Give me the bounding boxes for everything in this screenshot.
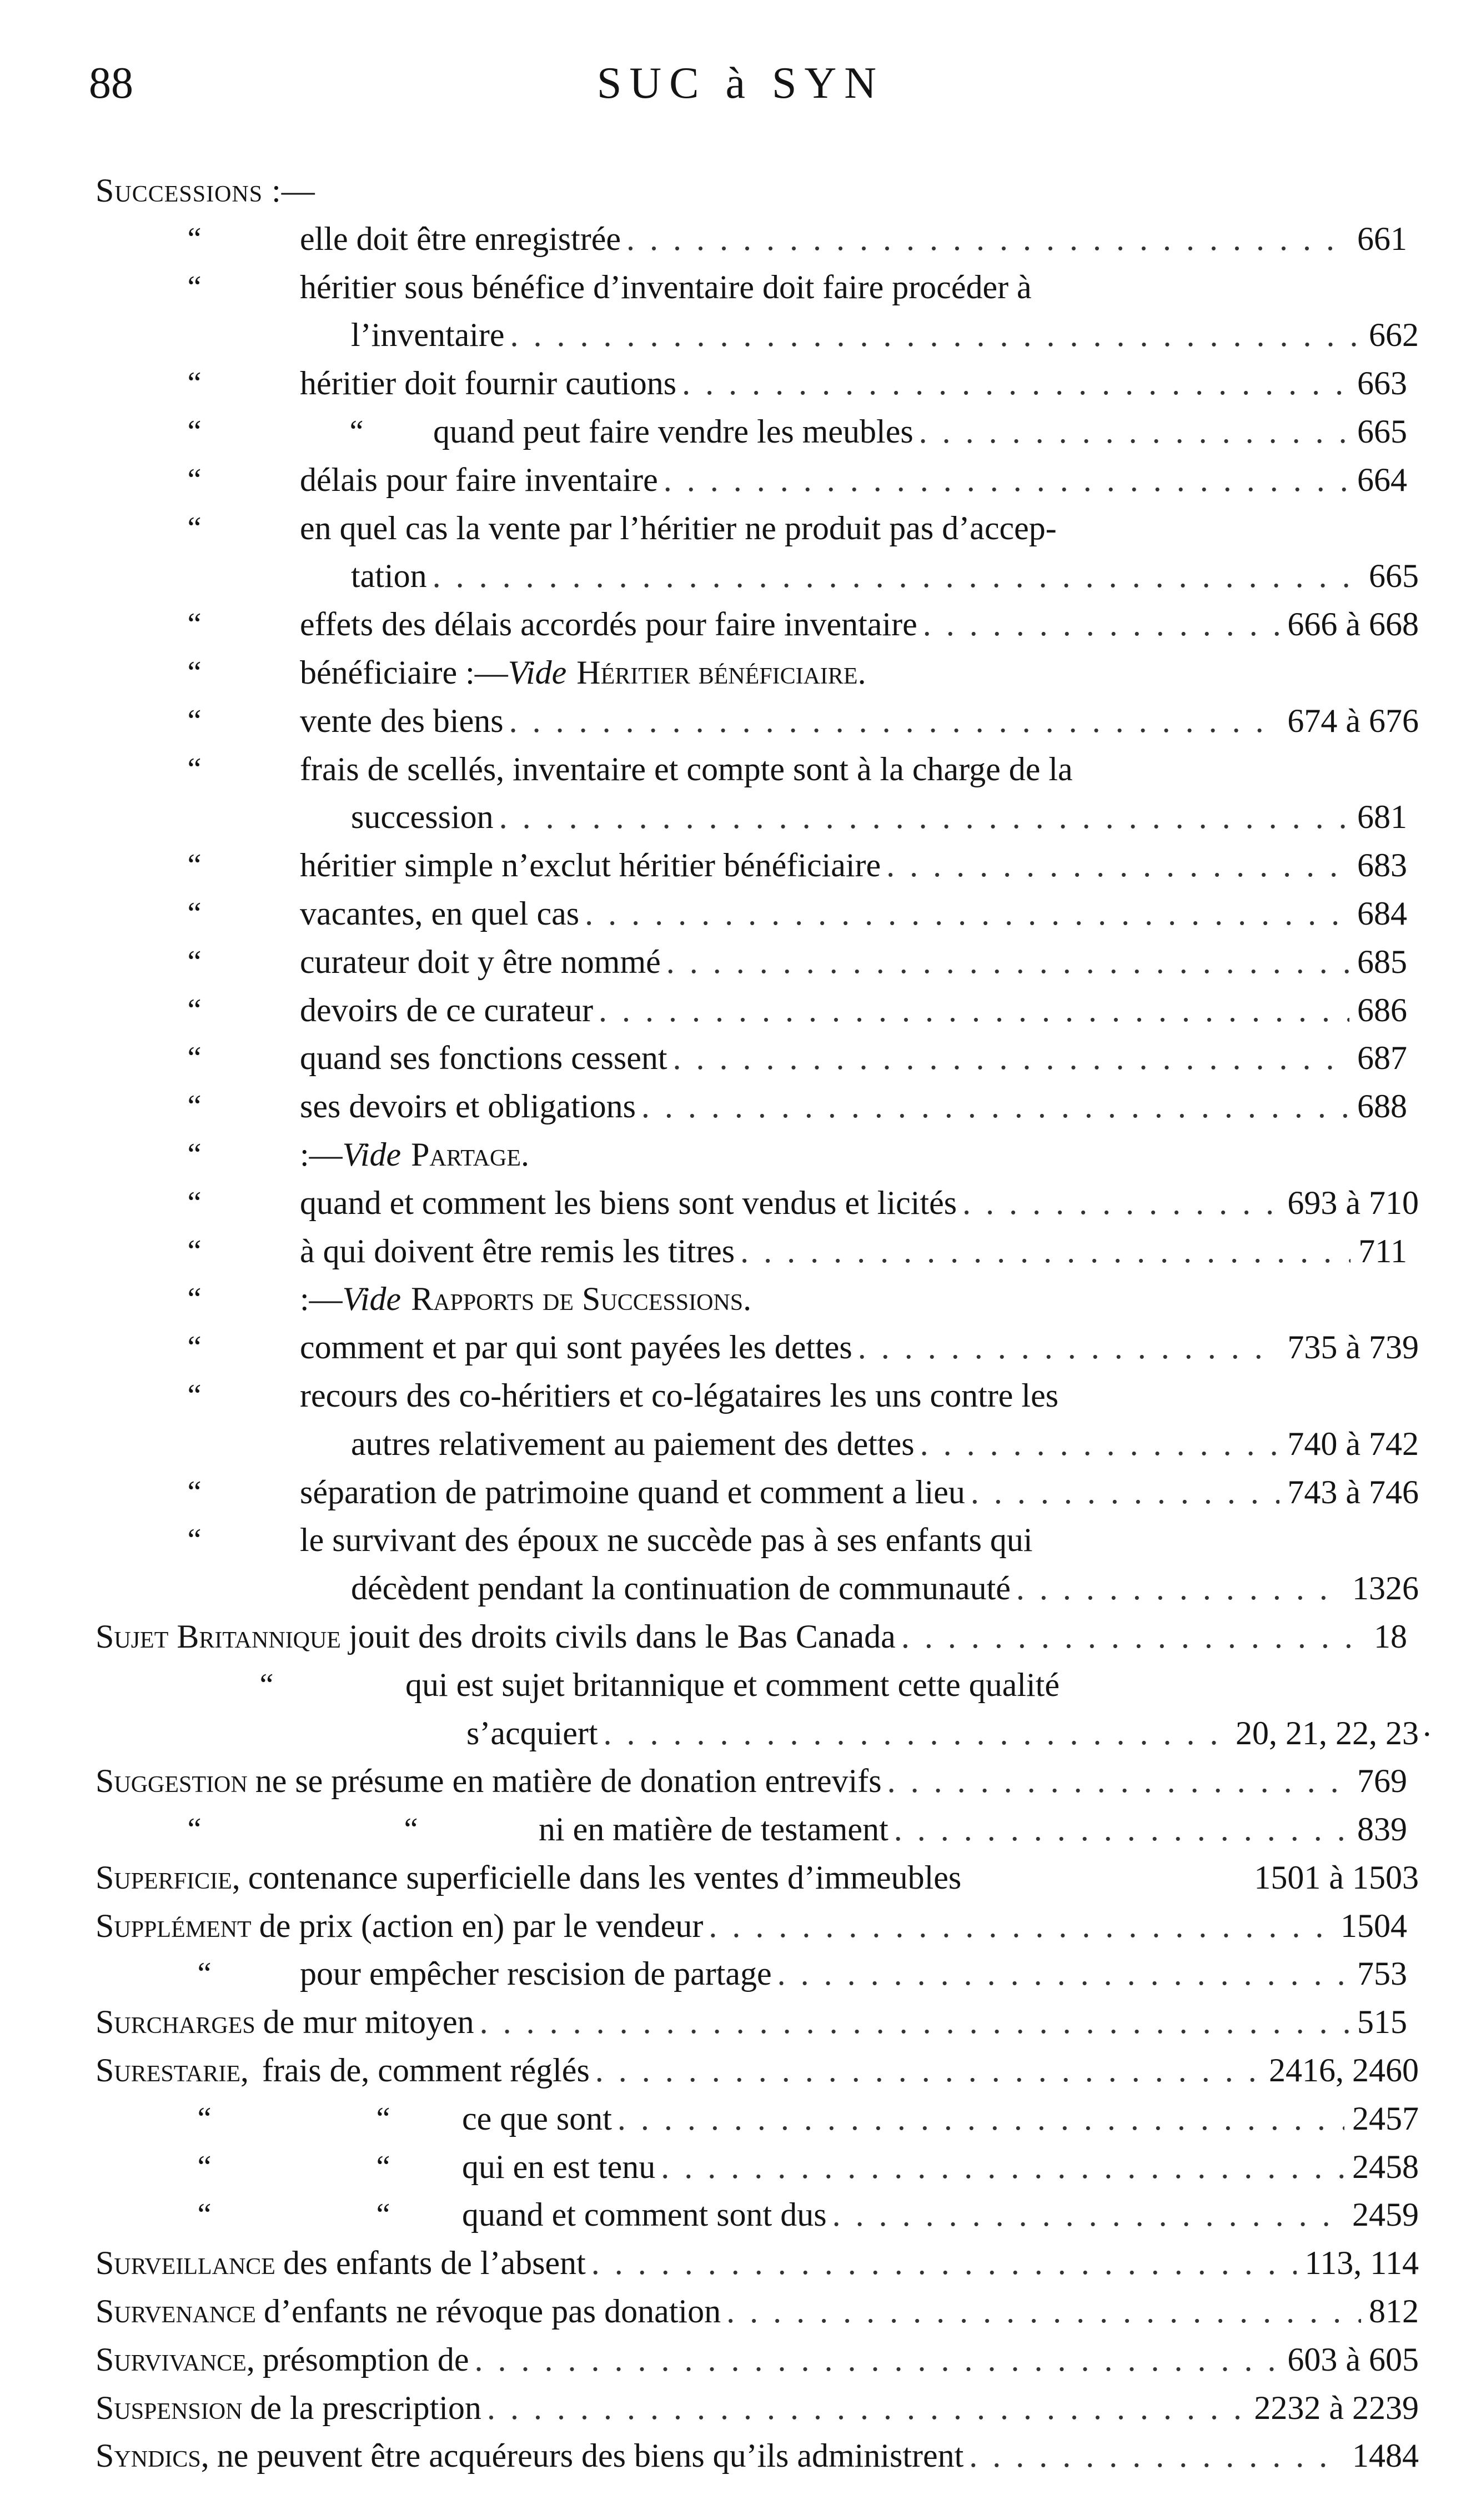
dot-leader [579, 890, 1349, 938]
entry-text: de mur mitoyen [263, 2004, 474, 2041]
entry-reference: 684 [1357, 895, 1407, 932]
ditto-mark: “ [187, 1185, 202, 1220]
dot-leader [636, 1082, 1349, 1131]
entry-text: :— [300, 1281, 343, 1318]
index-entry [0, 841, 1481, 890]
index-entry [0, 2432, 1481, 2480]
entry-text: frais de, comment réglés [262, 2052, 590, 2089]
ditto-mark: “ [197, 2149, 212, 2184]
index-entry [0, 1950, 1481, 1998]
dot-leader [494, 793, 1349, 841]
index-entry [0, 1854, 1481, 1902]
entry-text: de prix (action en) par le vendeur [259, 1907, 704, 1944]
dot-leader [896, 1613, 1366, 1661]
entry-continuation: tation [351, 558, 427, 595]
ditto-mark: “ [187, 703, 202, 738]
entry-heading: Suggestion [96, 1763, 248, 1800]
ditto-mark: “ [187, 848, 202, 883]
entry-text: ne se présume en matière de donation entrevifs [255, 1763, 882, 1800]
dot-leader [655, 2143, 1344, 2191]
cross-reference: Héritier bénéficiaire. [576, 654, 866, 691]
index-entry [0, 2336, 1481, 2384]
entry-text: ni en matière de testament [539, 1811, 888, 1848]
entry-reference: 20, 21, 22, 23 [1236, 1714, 1419, 1751]
ditto-mark: “ [376, 2149, 390, 2184]
index-entry [0, 1372, 1481, 1468]
index-entry [0, 1179, 1481, 1227]
ditto-mark: “ [376, 2197, 390, 2232]
index-entry [0, 2191, 1481, 2239]
ditto-mark: “ [187, 1282, 202, 1317]
entry-reference: 2457 [1352, 2100, 1419, 2137]
dot-leader [612, 2095, 1344, 2143]
ditto-mark: “ [404, 1812, 418, 1847]
index-entry [0, 697, 1481, 745]
dot-leader [772, 1950, 1349, 1998]
ditto-mark: “ [187, 992, 202, 1027]
dot-leader [504, 697, 1280, 745]
entry-text: frais de scellés, inventaire et compte sont à la charge de la [300, 750, 1073, 787]
ditto-mark: “ [187, 1474, 202, 1509]
ditto-mark: “ [187, 1378, 202, 1413]
dot-leader [590, 2046, 1261, 2095]
ditto-mark: “ [187, 269, 202, 304]
entry-reference: 663 [1357, 365, 1407, 402]
ditto-mark: “ [187, 462, 202, 497]
entry-text: héritier doit fournir cautions [300, 365, 677, 402]
section-heading-row [0, 167, 1481, 215]
entry-heading: Survivance, [96, 2341, 255, 2378]
dot-leader [474, 1998, 1349, 2046]
dot-leader [852, 1323, 1280, 1372]
index-entry [0, 2287, 1481, 2336]
ditto-mark: “ [197, 1956, 212, 1991]
dot-leader [676, 359, 1349, 408]
index-entry [0, 2239, 1481, 2287]
entry-text: à qui doivent être remis les titres [300, 1232, 735, 1269]
entry-reference: 769 [1357, 1763, 1407, 1800]
ditto-mark: “ [187, 1523, 202, 1558]
index-entry [0, 1613, 1481, 1661]
entry-text: pour empêcher rescision de partage [300, 1955, 772, 1992]
ditto-mark: “ [187, 655, 202, 690]
entry-reference: 664 [1357, 461, 1407, 498]
dot-leader [593, 986, 1349, 1035]
vide-label: Vide [342, 1281, 401, 1318]
entry-heading: Syndics, [96, 2437, 209, 2474]
entry-text: comment et par qui sont payées les dettes [300, 1329, 852, 1366]
entry-text: d’enfants ne révoque pas donation [264, 2293, 721, 2330]
entry-continuation: autres relativement au paiement des dettes [351, 1425, 915, 1462]
ditto-mark: “ [187, 751, 202, 786]
index-entry [0, 1227, 1481, 1276]
entry-continuation: l’inventaire [351, 317, 505, 354]
dot-leader [881, 841, 1349, 890]
dot-leader [598, 1709, 1228, 1758]
entry-heading: Sujet Britannique [96, 1618, 341, 1655]
index-entry [0, 938, 1481, 986]
entry-reference: 686 [1357, 991, 1407, 1028]
entry-text: elle doit être enregistrée [300, 220, 621, 257]
dot-leader [735, 1227, 1351, 1276]
entry-reference: 666 à 668 [1287, 606, 1419, 643]
index-entry [0, 1323, 1481, 1372]
index-entry [0, 359, 1481, 408]
dot-leader [721, 2287, 1361, 2336]
index-entry [0, 1468, 1481, 1517]
dot-leader [586, 2239, 1297, 2287]
entry-heading: Superficie, [96, 1859, 240, 1896]
entry-text: contenance superficielle dans les ventes d’immeubles [248, 1859, 962, 1896]
dot-leader [882, 1757, 1349, 1805]
entry-text: de la prescription [250, 2389, 481, 2426]
index-entry [0, 1805, 1481, 1854]
entry-heading: Survenance [96, 2293, 256, 2330]
entry-reference: 2458 [1352, 2148, 1419, 2185]
index-entry [0, 2143, 1481, 2191]
entry-reference: 2459 [1352, 2196, 1419, 2233]
cross-reference: Rapports de Successions. [411, 1281, 752, 1318]
index-entry [0, 649, 1481, 697]
ditto-mark: “ [187, 1137, 202, 1172]
entry-reference: 665 [1357, 413, 1407, 450]
entry-text: qui est sujet britannique et comment cette qualité [405, 1666, 1060, 1703]
entry-reference: 662 [1369, 317, 1419, 354]
entry-reference: 812 [1369, 2293, 1419, 2330]
ditto-mark: “ [187, 1233, 202, 1268]
entry-text: ne peuvent être acquéreurs des biens qu’ils administrent [217, 2437, 964, 2474]
ditto-mark: “ [187, 414, 202, 449]
dot-leader [469, 2336, 1280, 2384]
entry-text: vente des biens [300, 702, 504, 739]
entry-text: vacantes, en quel cas [300, 895, 580, 932]
entry-text: séparation de patrimoine quand et comment a lieu [300, 1473, 965, 1510]
entry-reference: 688 [1357, 1088, 1407, 1125]
entry-reference: 839 [1357, 1811, 1407, 1848]
entry-text: ce que sont [462, 2100, 612, 2137]
entry-text: des enfants de l’absent [283, 2245, 586, 2282]
entry-text: effets des délais accordés pour faire inventaire [300, 606, 917, 643]
entry-text: présomption de [262, 2341, 469, 2378]
entry-text: héritier sous bénéfice d’inventaire doit faire procéder à [300, 268, 1032, 305]
dot-leader [827, 2191, 1344, 2239]
entry-reference: 2232 à 2239 [1254, 2389, 1419, 2426]
index-entry [0, 1516, 1481, 1613]
entry-heading: Surestarie, [96, 2052, 249, 2089]
ditto-mark: “ [187, 221, 202, 256]
entry-text: :— [300, 1136, 343, 1173]
entry-text: quand et comment les biens sont vendus et licités [300, 1184, 957, 1221]
dot-leader [667, 1034, 1349, 1082]
index-entry [0, 1998, 1481, 2046]
ditto-mark: “ [349, 414, 364, 449]
dot-leader [658, 456, 1349, 504]
entry-reference: 1326 [1352, 1570, 1419, 1607]
ditto-mark: “ [187, 944, 202, 979]
dot-leader [957, 1179, 1279, 1227]
vide-label: Vide [342, 1136, 401, 1173]
entry-reference: 681 [1357, 799, 1407, 836]
ditto-mark: “ [187, 607, 202, 642]
entry-reference: 735 à 739 [1287, 1329, 1419, 1366]
index-entry [0, 600, 1481, 649]
entry-reference: 683 [1357, 847, 1407, 884]
index-entry [0, 456, 1481, 504]
entry-reference: 740 à 742 [1287, 1425, 1419, 1462]
index-entry [0, 2046, 1481, 2095]
entry-reference: 753 [1357, 1955, 1407, 1992]
dot-leader [963, 2432, 1344, 2480]
ditto-mark: “ [376, 2101, 390, 2136]
ditto-mark: “ [187, 896, 202, 931]
index-entry [0, 408, 1481, 456]
index-entry [0, 263, 1481, 360]
dot-leader [481, 2384, 1246, 2432]
entry-heading: Suspension [96, 2389, 243, 2426]
index-entries [0, 167, 1481, 2480]
ditto-mark: “ [187, 1812, 202, 1847]
index-entry [0, 890, 1481, 938]
dot-leader [661, 938, 1349, 986]
index-entry [0, 1661, 1481, 1758]
entry-reference: 1484 [1352, 2437, 1419, 2474]
index-entry [0, 2384, 1481, 2432]
ditto-mark: “ [259, 1667, 274, 1702]
entry-heading: Surcharges [96, 2004, 255, 2041]
index-entry [0, 1757, 1481, 1805]
page-number: 88 [89, 59, 133, 108]
entry-reference: 2416, 2460 [1269, 2052, 1419, 2089]
dot-leader [965, 1468, 1279, 1517]
entry-reference: 693 à 710 [1287, 1184, 1419, 1221]
ditto-mark: “ [187, 1330, 202, 1365]
entry-text: qui en est tenu [462, 2148, 656, 2185]
index-entry [0, 745, 1481, 842]
dot-leader [913, 408, 1349, 456]
entry-text: quand peut faire vendre les meubles [433, 413, 913, 450]
entry-reference: 18 [1374, 1618, 1407, 1655]
entry-continuation: succession [351, 799, 494, 836]
entry-reference: 113, 114 [1304, 2245, 1419, 2282]
entry-text: bénéficiaire :— [300, 654, 508, 691]
ditto-mark: “ [187, 366, 202, 401]
entry-text: le survivant des époux ne succède pas à ses enfants qui [300, 1522, 1033, 1559]
entry-heading: Surveillance [96, 2245, 275, 2282]
dot-leader [505, 311, 1361, 359]
entry-text: jouit des droits civils dans le Bas Canada [348, 1618, 896, 1655]
entry-reference: 743 à 746 [1287, 1473, 1419, 1510]
index-entry [0, 1034, 1481, 1082]
index-entry [0, 215, 1481, 263]
ditto-mark: “ [197, 2101, 212, 2136]
entry-reference: 685 [1357, 943, 1407, 980]
index-entry [0, 504, 1481, 601]
entry-text: en quel cas la vente par l’héritier ne produit pas d’accep- [300, 509, 1057, 546]
entry-reference: 515 [1357, 2004, 1407, 2041]
entry-reference: 711 [1358, 1232, 1407, 1269]
index-entry [0, 1131, 1481, 1179]
entry-reference: 1504 [1341, 1907, 1407, 1944]
ditto-mark: “ [187, 510, 202, 545]
entry-text: devoirs de ce curateur [300, 991, 594, 1028]
entry-text: délais pour faire inventaire [300, 461, 658, 498]
dot-leader [427, 552, 1361, 600]
page-header [0, 53, 1481, 114]
index-entry [0, 986, 1481, 1035]
ditto-mark: “ [187, 1089, 202, 1124]
running-head: SUC à SYN [596, 59, 885, 108]
dot-leader [888, 1805, 1349, 1854]
entry-text: quand et comment sont dus [462, 2196, 827, 2233]
dot-leader [917, 600, 1280, 649]
ditto-mark: “ [197, 2197, 212, 2232]
entry-reference: 603 à 605 [1287, 2341, 1419, 2378]
index-entry [0, 2095, 1481, 2143]
dot-leader [621, 215, 1349, 263]
section-heading: Successions :— [96, 172, 315, 209]
print-mark: • [1424, 1725, 1430, 1744]
index-entry [0, 1902, 1481, 1950]
dot-leader [703, 1902, 1333, 1950]
entry-text: recours des co-héritiers et co-légataires les uns contre les [300, 1377, 1059, 1414]
entry-text: curateur doit y être nommé [300, 943, 661, 980]
ditto-mark: “ [187, 1041, 202, 1076]
entry-reference: 661 [1357, 220, 1407, 257]
entry-continuation: décèdent pendant la continuation de communauté [351, 1570, 1011, 1607]
entry-heading: Supplément [96, 1907, 252, 1944]
vide-label: Vide [508, 654, 567, 691]
cross-reference: Partage. [411, 1136, 529, 1173]
dot-leader [1011, 1564, 1344, 1613]
entry-reference: 687 [1357, 1040, 1407, 1077]
dot-leader [915, 1420, 1280, 1468]
entry-text: quand ses fonctions cessent [300, 1040, 667, 1077]
entry-text: héritier simple n’exclut héritier bénéficiaire [300, 847, 881, 884]
index-entry [0, 1275, 1481, 1323]
index-entry [0, 1082, 1481, 1131]
entry-continuation: s’acquiert [466, 1714, 598, 1751]
entry-reference: 674 à 676 [1287, 702, 1419, 739]
entry-text: ses devoirs et obligations [300, 1088, 636, 1125]
entry-reference: 1501 à 1503 [1254, 1859, 1419, 1896]
entry-reference: 665 [1369, 558, 1419, 595]
